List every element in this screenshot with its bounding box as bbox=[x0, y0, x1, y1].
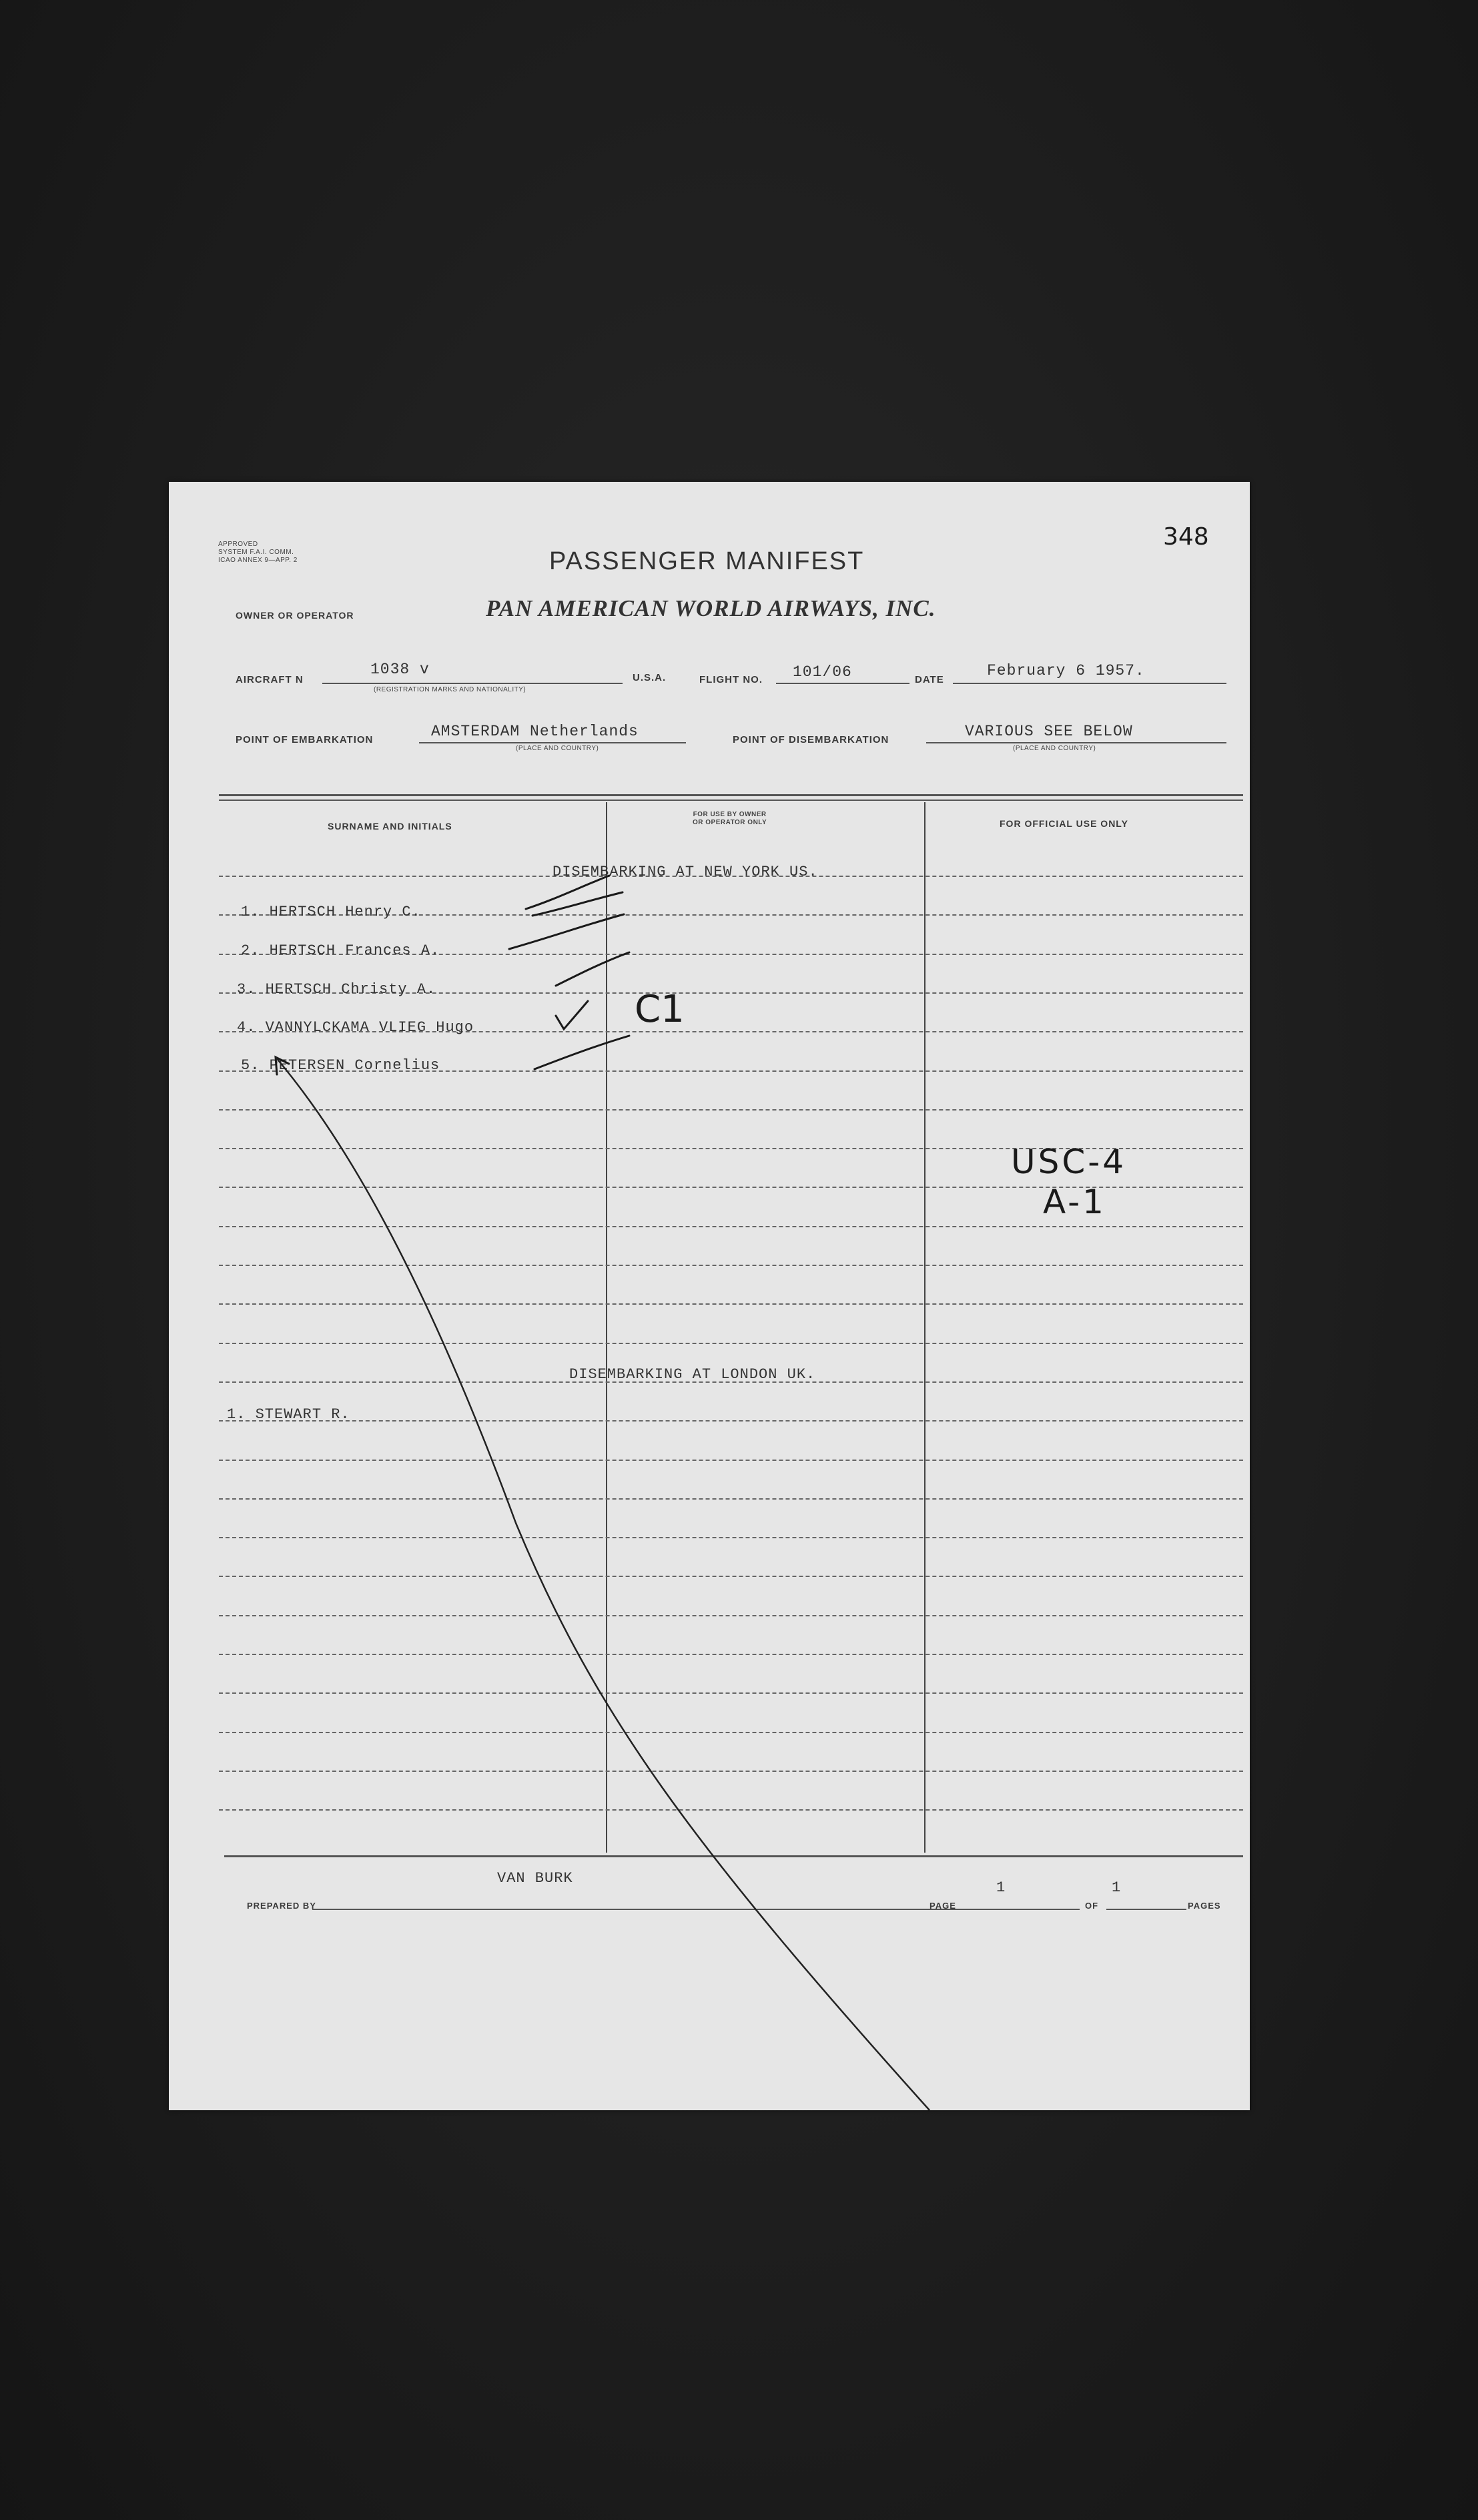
of-label: OF bbox=[1085, 1901, 1099, 1911]
pen-marks bbox=[169, 482, 1250, 2110]
page-value: 1 bbox=[996, 1879, 1006, 1896]
column-header-official: FOR OFFICIAL USE ONLY bbox=[1000, 818, 1128, 829]
prepared-by-label: PREPARED BY bbox=[247, 1901, 316, 1911]
approval-line-2: SYSTEM F.A.I. COMM. bbox=[218, 549, 294, 556]
passenger-row: 1. HERTSCH Henry C. bbox=[241, 904, 421, 920]
owner-use-line-1: FOR USE BY OWNER bbox=[693, 811, 767, 818]
flight-label: FLIGHT NO. bbox=[699, 674, 763, 685]
page-title: PASSENGER MANIFEST bbox=[549, 547, 865, 575]
disembarkation-label: POINT OF DISEMBARKATION bbox=[733, 734, 889, 745]
owner-label: OWNER OR OPERATOR bbox=[236, 610, 354, 621]
handwritten-c1: C1 bbox=[635, 988, 685, 1031]
owner-use-line-2: OR OPERATOR ONLY bbox=[693, 819, 767, 826]
embarkation-value: AMSTERDAM Netherlands bbox=[431, 723, 639, 740]
passenger-row: 5. PETERSEN Cornelius bbox=[241, 1057, 440, 1074]
check-mark bbox=[532, 892, 623, 916]
aircraft-value: 1038 v bbox=[370, 661, 430, 678]
disembarkation-value: VARIOUS SEE BELOW bbox=[965, 723, 1133, 740]
check-mark bbox=[534, 1036, 629, 1069]
aircraft-subcaption: (REGISTRATION MARKS AND NATIONALITY) bbox=[374, 686, 526, 693]
manifest-sheet bbox=[169, 482, 1250, 2110]
handwritten-a1: A-1 bbox=[1043, 1183, 1106, 1221]
embarkation-label: POINT OF EMBARKATION bbox=[236, 734, 374, 745]
check-mark bbox=[526, 876, 609, 909]
of-value: 1 bbox=[1112, 1879, 1122, 1896]
group1-heading: DISEMBARKING AT NEW YORK US. bbox=[552, 864, 818, 880]
passenger-row: 2. HERTSCH Frances A. bbox=[241, 942, 440, 959]
check-mark bbox=[556, 1001, 588, 1029]
cross-out-line bbox=[276, 1057, 930, 2110]
aircraft-label: AIRCRAFT N bbox=[236, 674, 304, 685]
handwritten-usc: USC-4 bbox=[1011, 1143, 1127, 1181]
airline-name: PAN AMERICAN WORLD AIRWAYS, INC. bbox=[486, 595, 936, 621]
page-label: PAGE bbox=[930, 1901, 956, 1911]
flight-value: 101/06 bbox=[793, 663, 852, 681]
pages-label: PAGES bbox=[1188, 1901, 1221, 1911]
date-label: DATE bbox=[915, 674, 944, 685]
passenger-row: 4. VANNYLCKAMA VLIEG Hugo bbox=[237, 1019, 474, 1036]
prepared-by-value: VAN BURK bbox=[497, 1870, 573, 1887]
approval-line-1: APPROVED bbox=[218, 541, 258, 548]
usa-label: U.S.A. bbox=[633, 672, 667, 683]
disembarkation-subcaption: (PLACE AND COUNTRY) bbox=[1013, 745, 1096, 752]
check-mark bbox=[509, 914, 624, 949]
check-mark bbox=[556, 952, 629, 986]
group2-heading: DISEMBARKING AT LONDON UK. bbox=[569, 1366, 816, 1383]
approval-line-3: ICAO ANNEX 9—APP. 2 bbox=[218, 557, 298, 564]
page-number: 348 bbox=[1163, 523, 1209, 551]
column-header-surname: SURNAME AND INITIALS bbox=[328, 821, 452, 832]
passenger-row: 1. STEWART R. bbox=[227, 1406, 350, 1423]
passenger-row: 3. HERTSCH Christy A. bbox=[237, 981, 436, 998]
date-value: February 6 1957. bbox=[987, 662, 1145, 679]
embarkation-subcaption: (PLACE AND COUNTRY) bbox=[516, 745, 599, 752]
